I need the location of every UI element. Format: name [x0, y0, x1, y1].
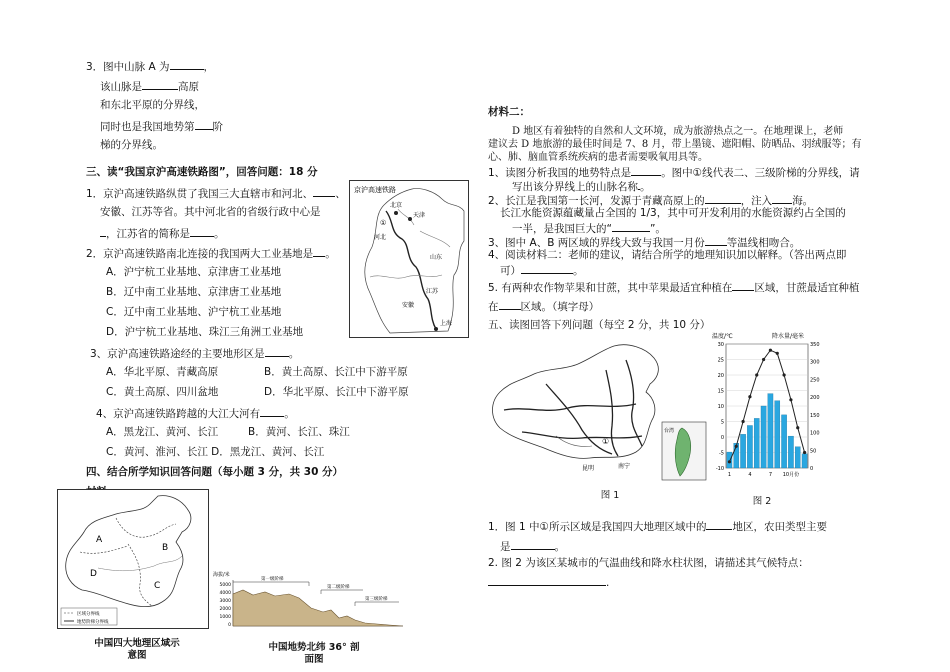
temperature-point [803, 451, 806, 454]
section-5-title: 五、读图回答下列问题（每空 2 分，共 10 分） [488, 319, 711, 331]
fig1-inset-label: 台湾 [664, 428, 675, 434]
q3-line4: 同时也是我国地势第 阶 [100, 118, 223, 134]
q3-line5: 梯的分界线。 [100, 139, 163, 151]
blank[interactable] [170, 58, 204, 70]
material-2-para-l2: 建议去 D 地旅游的最佳时间是 7、8 月，带上墨镜、遮阳帽、防晒品、羽绒服等；有 [488, 139, 862, 150]
s3-q2: 2．京沪高速铁路南北连接的我国两大工业基地是 。 [86, 245, 336, 261]
chart-right-tick-label: 150 [810, 412, 820, 419]
rail-map-figure [349, 180, 469, 338]
regions-map-caption: 中国四大地理区域示 意图 [94, 638, 180, 661]
section-3-title: 三、读“我国京沪高速铁路图”，回答问题：18 分 [86, 166, 318, 178]
chart-left-tick-label: 10 [717, 404, 724, 410]
rail-map-label: 安徽 [402, 302, 415, 309]
temperature-point [769, 349, 772, 352]
r-q5-line1: 5. 有两种农作物苹果和甘蔗，其中苹果最适宜种植在 区域，甘蔗最适宜种植 [488, 279, 859, 295]
precip-bar [781, 415, 786, 468]
chart-left-tick-label: 0 [720, 435, 724, 441]
profile-caption: 中国地势北纬 36° 剖 面图 [268, 642, 360, 665]
rail-map-label: 天津 [413, 212, 426, 219]
fig2-caption: 图 2 [752, 496, 772, 507]
fig1-svg [486, 340, 708, 482]
s5-q1-line2: 是 。 [500, 538, 565, 554]
s3-q2-option-c: C．辽中南工业基地、沪宁杭工业基地 [106, 306, 282, 318]
s3-q3-option-c: C．黄土高原、四川盆地 [106, 386, 219, 398]
blank[interactable] [631, 164, 661, 176]
fig2-climate-chart [708, 330, 836, 498]
precip-bar [775, 401, 780, 468]
precip-bar [754, 418, 759, 468]
q3-line3: 和东北平原的分界线， [100, 99, 205, 111]
r-q4-line2: 可） 。 [500, 262, 584, 278]
temperature-point [735, 445, 738, 448]
chart-x-tick-label: 10月份 [782, 472, 800, 478]
fig1-circle-label: ① [602, 437, 610, 446]
blank[interactable] [190, 225, 214, 237]
rail-map-label: 江苏 [426, 288, 439, 295]
fig1-label-kunming: 昆明 [582, 465, 595, 472]
rail-map-label: 上海 [440, 320, 453, 327]
q3-line1: 3．图中山脉 A 为 ， [86, 58, 214, 74]
profile-ytick: 0 [228, 623, 231, 628]
s5-q2: 2. 图 2 为该区某城市的气温曲线和降水柱状图，请描述其气候特点： [488, 557, 809, 569]
rail-map [350, 181, 468, 337]
chart-right-tick-label: 300 [810, 359, 820, 366]
chart-right-tick-label: 50 [810, 448, 817, 455]
terrain-shape [233, 590, 403, 626]
temperature-point [776, 352, 779, 355]
material-2-label: 材料二： [488, 106, 530, 118]
s5-q1-line1: 1．图 1 中①所示区域是我国四大地理区域中的 地区，农田类型主要 [488, 518, 827, 534]
precip-bar [768, 394, 773, 468]
material-2-para-l3: 心、肺、脑血管系统疾病的患者需要吸氧用具等。 [488, 152, 708, 163]
s3-q3-option-a: A．华北平原、青藏高原 [106, 366, 219, 378]
chart-left-axis-label: 温度/℃ [712, 333, 733, 340]
profile-ytick: 1000 [219, 615, 231, 620]
legend-step-boundary: 地势阶梯分界线 [77, 620, 109, 625]
s5-q2-answer: . [488, 574, 609, 590]
r-q2-line3: 一半，是我国巨大的“ ”。 [512, 220, 666, 236]
fig2-svg [708, 330, 836, 498]
precip-bar [795, 447, 800, 468]
chart-right-tick-label: 100 [810, 430, 820, 437]
s3-q4-option-cd: C．黄河、淮河、长江 D．黑龙江、黄河、长江 [106, 446, 325, 458]
blank[interactable] [705, 234, 727, 246]
rail-map-circle-label: ① [380, 219, 387, 227]
legend-region-boundary: 区域分界线 [77, 612, 100, 617]
chart-x-tick-label: 1 [727, 472, 732, 478]
step-2-label: 第二级阶梯 [327, 585, 350, 590]
step-1-label: 第一级阶梯 [261, 577, 284, 582]
region-c-label: C [154, 581, 161, 591]
s3-q4-option-a: A．黑龙江、黄河、长江 [106, 426, 219, 438]
fig1-label-nanning: 南宁 [618, 463, 631, 470]
blank[interactable] [260, 405, 284, 417]
rail-map-label: 北京 [390, 202, 403, 209]
profile-ytick: 3000 [219, 599, 231, 604]
blank[interactable] [313, 185, 335, 197]
rail-map-label: 河北 [374, 234, 387, 241]
r-q2-line1: 2、长江是我国第一长河，发源于青藏高原上的 ，注入 海。 [488, 192, 813, 208]
s3-q4: 4、京沪高速铁路跨越的大江大河有 。 [96, 405, 295, 421]
fig1-caption: 图 1 [600, 490, 620, 501]
chart-right-tick-label: 250 [810, 377, 820, 384]
chart-left-tick-label: -10 [715, 466, 724, 472]
temperature-point [755, 373, 758, 376]
s3-q1-line2: 安徽、江苏等省。其中河北省的省级行政中心是 [100, 206, 321, 218]
temperature-point [748, 395, 751, 398]
rail-map-title: 京沪高速铁路 [354, 186, 396, 194]
chart-left-tick-label: 25 [717, 357, 724, 364]
blank[interactable] [612, 220, 650, 232]
blank[interactable] [772, 192, 792, 204]
blank[interactable] [265, 345, 289, 357]
blank[interactable] [313, 245, 325, 257]
r-q2-line2: 长江水能资源蕴藏量占全国的 1/3，其中可开发利用的水能资源约占全国的 [500, 207, 846, 219]
chart-right-tick-label: 0 [810, 466, 814, 472]
chart-x-tick-label: 4 [748, 472, 752, 478]
s3-q4-option-b: B．黄河、长江、珠江 [248, 426, 350, 438]
precip-bar [747, 425, 752, 468]
s3-q3-option-b: B．黄土高原、长江中下游平原 [264, 366, 408, 378]
chart-right-tick-label: 350 [810, 342, 820, 348]
q3-line2: 该山脉是 高原 [100, 78, 199, 94]
blank[interactable] [521, 262, 573, 274]
blank[interactable] [706, 518, 732, 530]
temperature-point [728, 460, 731, 463]
fig1-china-map [486, 340, 708, 482]
precip-bar [740, 434, 745, 468]
r-q4-line1: 4、阅读材料二：老师的建议，请结合所学的地理知识加以解释。（答出两点即 [488, 249, 847, 261]
blank[interactable] [705, 192, 741, 204]
s3-q3-option-d: D．华北平原、长江中下游平原 [264, 386, 409, 398]
temperature-point [762, 358, 765, 361]
s3-q2-option-b: B．辽中南工业基地、京津唐工业基地 [106, 286, 282, 298]
rail-map-label: 山东 [430, 254, 443, 261]
s3-q1-line3: ，江苏省的简称是 。 [100, 225, 225, 241]
blank[interactable] [732, 279, 754, 291]
region-a-label: A [96, 535, 103, 545]
precip-bar [802, 454, 807, 468]
answer-blank[interactable] [488, 574, 606, 586]
chart-left-tick-label: -5 [719, 450, 724, 457]
precip-bar [788, 436, 793, 468]
step-3-label: 第三级阶梯 [365, 597, 388, 602]
region-d-label: D [90, 569, 97, 579]
profile-ytick: 2000 [219, 607, 231, 612]
blank[interactable] [499, 298, 521, 310]
chart-left-tick-label: 30 [717, 342, 724, 348]
terrain-profile-svg [213, 568, 405, 634]
precip-bar [727, 452, 732, 468]
region-b-label: B [162, 543, 169, 553]
terrain-profile-figure [213, 568, 405, 634]
beijing-dot [394, 211, 398, 215]
temperature-point [789, 398, 792, 401]
chart-right-tick-label: 200 [810, 395, 820, 402]
temperature-point [741, 420, 744, 423]
chart-left-tick-label: 5 [720, 419, 724, 426]
temperature-point [796, 426, 799, 429]
profile-ytick: 4000 [219, 591, 231, 596]
s3-q1-line1: 1．京沪高速铁路纵贯了我国三大直辖市和河北、 、 [86, 185, 346, 201]
chart-left-tick-label: 20 [717, 373, 724, 379]
tianjin-dot [408, 217, 412, 221]
r-q5-line2: 在 区域。（填字母） [488, 298, 599, 314]
regions-map-svg [58, 490, 208, 628]
precip-bar [761, 406, 766, 468]
blank[interactable] [511, 538, 555, 550]
blank[interactable] [142, 78, 178, 90]
s3-q2-option-d: D．沪宁杭工业基地、珠江三角洲工业基地 [106, 326, 304, 338]
r-q3: 3、图中 A、B 两区域的界线大致与我国一月份 等温线相吻合。 [488, 234, 800, 250]
r-q1-line2: 写出该分界线上的山脉名称 。 [512, 178, 651, 194]
shanghai-dot [434, 327, 438, 331]
chart-left-tick-label: 15 [717, 388, 724, 395]
material-2-para-l1: D 地区有着独特的自然和人文环境，成为旅游热点之一。在地理课上，老师 [512, 126, 844, 137]
china-regions-map [57, 489, 209, 629]
chart-right-axis-label: 降水量/毫米 [772, 333, 805, 340]
s3-q3: 3、京沪高速铁路途经的主要地形区是 。 [90, 345, 299, 361]
s3-q2-option-a: A．沪宁杭工业基地、京津唐工业基地 [106, 266, 282, 278]
profile-ytick: 5000 [219, 583, 231, 588]
section-4-title: 四、结合所学知识回答问题（每小题 3 分，共 30 分） [86, 466, 344, 478]
r-q1-line1: 1、读图分析我国的地势特点是 。图中①线代表二、三级阶梯的分界线，请 [488, 164, 860, 180]
blank[interactable] [195, 118, 213, 130]
temperature-point [782, 373, 785, 376]
chart-x-tick-label: 7 [768, 472, 773, 478]
profile-ylabel: 海拔/米 [213, 572, 230, 578]
